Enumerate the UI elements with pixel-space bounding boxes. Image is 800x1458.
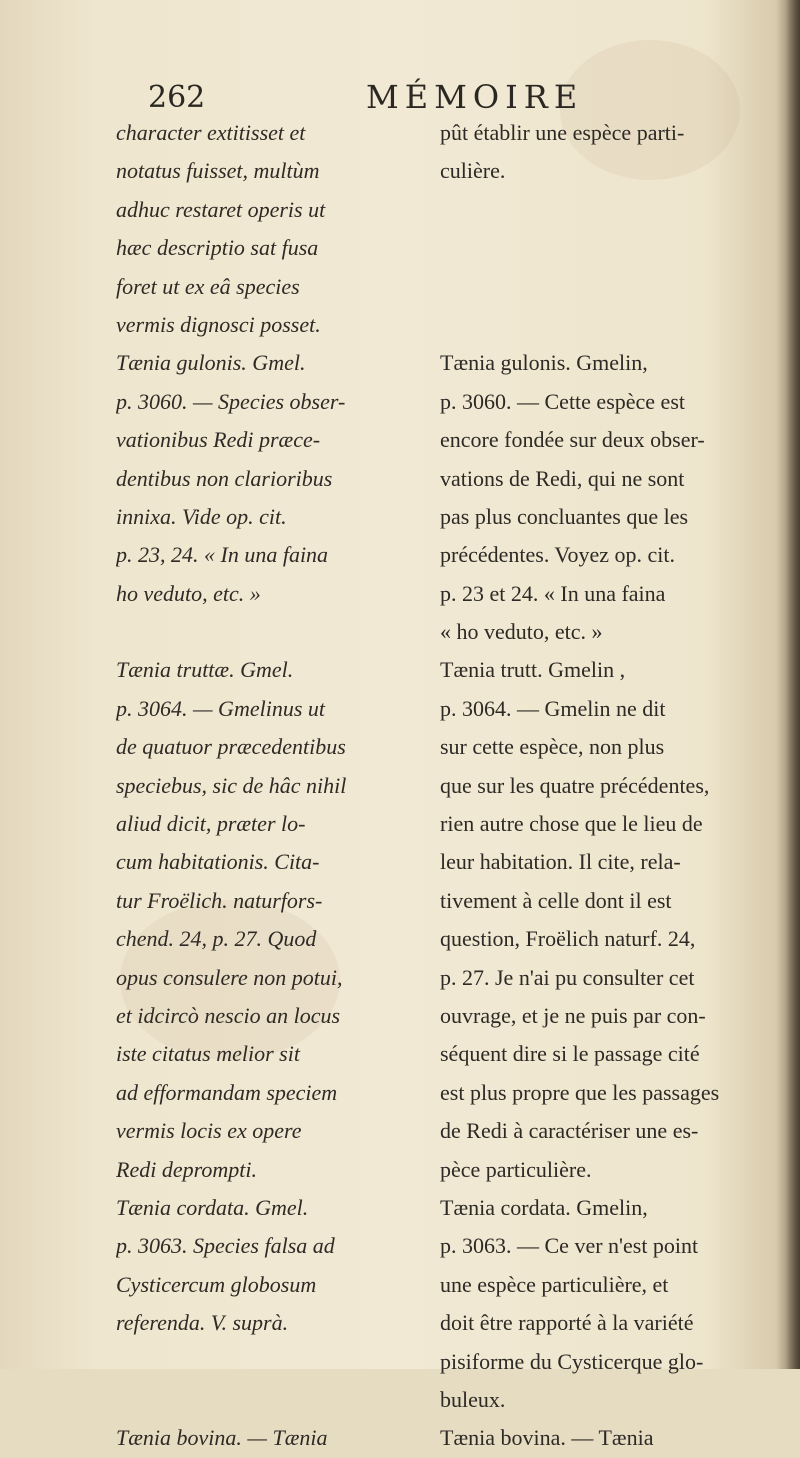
french-text-line: leur habitation. Il cite, rela- — [440, 849, 681, 875]
latin-text-line: vationibus Redi præce- — [116, 427, 321, 453]
french-text-line: p. 3060. — Cette espèce est — [440, 388, 685, 414]
latin-text-line — [116, 1343, 402, 1381]
french-text-line: pas plus concluantes que les — [440, 503, 689, 529]
latin-text-line: de quatuor præcedentibus — [116, 734, 346, 760]
french-text-line: p. 23 et 24. « In una faina — [440, 580, 666, 606]
latin-text-line: Redi deprompti. — [116, 1156, 257, 1182]
french-text-line: vations de Redi, qui ne sont — [440, 465, 685, 491]
latin-text-line: foret ut ex eâ species — [116, 273, 300, 299]
latin-text-line: speciebus, sic de hâc nihil — [116, 772, 347, 798]
french-text-line: p. 3063. — Ce ver n'est point — [440, 1233, 699, 1259]
french-text-line: p. 3064. — Gmelin ne dit — [440, 695, 666, 721]
latin-text-line: Tænia cordata. Gmel. — [116, 1194, 309, 1220]
french-text-line: Tænia trutt. Gmelin , — [440, 657, 626, 683]
latin-text-line: Tænia gulonis. Gmel. — [116, 350, 306, 376]
french-text-line: Tænia cordata. Gmelin, — [440, 1194, 648, 1220]
french-text-line: une espèce particulière, et — [440, 1271, 669, 1297]
french-text-line: buleux. — [440, 1386, 506, 1412]
page-number: 262 — [148, 80, 206, 115]
latin-text-line: p. 23, 24. « In una faina — [116, 542, 329, 568]
french-text-line: que sur les quatre précédentes, — [440, 772, 710, 798]
french-text-line: encore fondée sur deux obser- — [440, 427, 705, 453]
french-text-line — [440, 191, 774, 229]
french-text-line: Tænia bovina. — Tænia — [440, 1425, 654, 1451]
latin-text-line: Tænia truttæ. Gmel. — [116, 657, 294, 683]
latin-text-line — [116, 1381, 402, 1419]
french-text-line: pèce particulière. — [440, 1156, 592, 1182]
french-text-line: de Redi à caractériser une es- — [440, 1118, 699, 1144]
latin-text-line: vermis dignosci posset. — [116, 311, 321, 337]
latin-text-line — [116, 613, 402, 651]
french-text-line: tivement à celle dont il est — [440, 887, 672, 913]
french-text-line — [440, 306, 774, 344]
latin-text-line: et idcircò nescio an locus — [116, 1002, 341, 1028]
french-text-line: « ho veduto, etc. » — [440, 619, 603, 645]
french-text-line — [440, 229, 774, 267]
latin-text-line: referenda. V. suprà. — [116, 1310, 289, 1336]
latin-text-line: ad efformandam speciem — [116, 1079, 338, 1105]
latin-text-line: tur Froëlich. naturfors- — [116, 887, 323, 913]
french-text-line: sur cette espèce, non plus — [440, 734, 665, 760]
latin-text-line: innixa. Vide op. cit. — [116, 503, 287, 529]
french-text-line: précédentes. Voyez op. cit. — [440, 542, 675, 568]
french-text-line: question, Froëlich naturf. 24, — [440, 926, 696, 952]
latin-text-line: dentibus non clarioribus — [116, 465, 333, 491]
running-head-title: MÉMOIRE — [366, 78, 584, 116]
french-text-line: pisiforme du Cysticerque glo- — [440, 1348, 704, 1374]
latin-column — [116, 114, 402, 1458]
french-text-line: rien autre chose que le lieu de — [440, 811, 703, 837]
latin-text-line: character extitisset et — [116, 120, 306, 145]
latin-text-line: chend. 24, p. 27. Quod — [116, 926, 317, 952]
latin-text-line: aliud dicit, præter lo- — [116, 811, 306, 837]
french-text-line: séquent dire si le passage cité — [440, 1041, 700, 1067]
latin-text-line: Cysticercum globosum — [116, 1271, 317, 1297]
latin-text-line: p. 3064. — Gmelinus ut — [116, 695, 325, 721]
latin-text-line: adhuc restaret operis ut — [116, 196, 326, 222]
latin-text-line: Tænia bovina. — Tænia — [116, 1425, 328, 1451]
french-text-line — [440, 268, 774, 306]
french-text-line: doit être rapporté à la variété — [440, 1310, 694, 1336]
latin-text-line: notatus fuisset, multùm — [116, 158, 320, 184]
french-column — [440, 114, 774, 1458]
french-text-line: est plus propre que les passages — [440, 1079, 720, 1105]
latin-text-line: ho veduto, etc. » — [116, 580, 261, 606]
latin-text-line: opus consulere non potui, — [116, 964, 343, 990]
french-text-line: ouvrage, et je ne puis par con- — [440, 1002, 706, 1028]
latin-text-line: hæc descriptio sat fusa — [116, 235, 319, 261]
french-text-line: p. 27. Je n'ai pu consulter cet — [440, 964, 695, 990]
french-text-line: Tænia gulonis. Gmelin, — [440, 350, 648, 376]
latin-text-line: cum habitationis. Cita- — [116, 849, 320, 875]
latin-text-line: p. 3060. — Species obser- — [116, 388, 346, 414]
french-text-line: pût établir une espèce parti- — [440, 120, 685, 145]
latin-text-line: iste citatus melior sit — [116, 1041, 300, 1067]
french-text-line: culière. — [440, 158, 506, 184]
latin-text-line: vermis locis ex opere — [116, 1118, 302, 1144]
spine-shadow — [786, 0, 800, 1369]
latin-text-line: p. 3063. Species falsa ad — [116, 1233, 335, 1259]
